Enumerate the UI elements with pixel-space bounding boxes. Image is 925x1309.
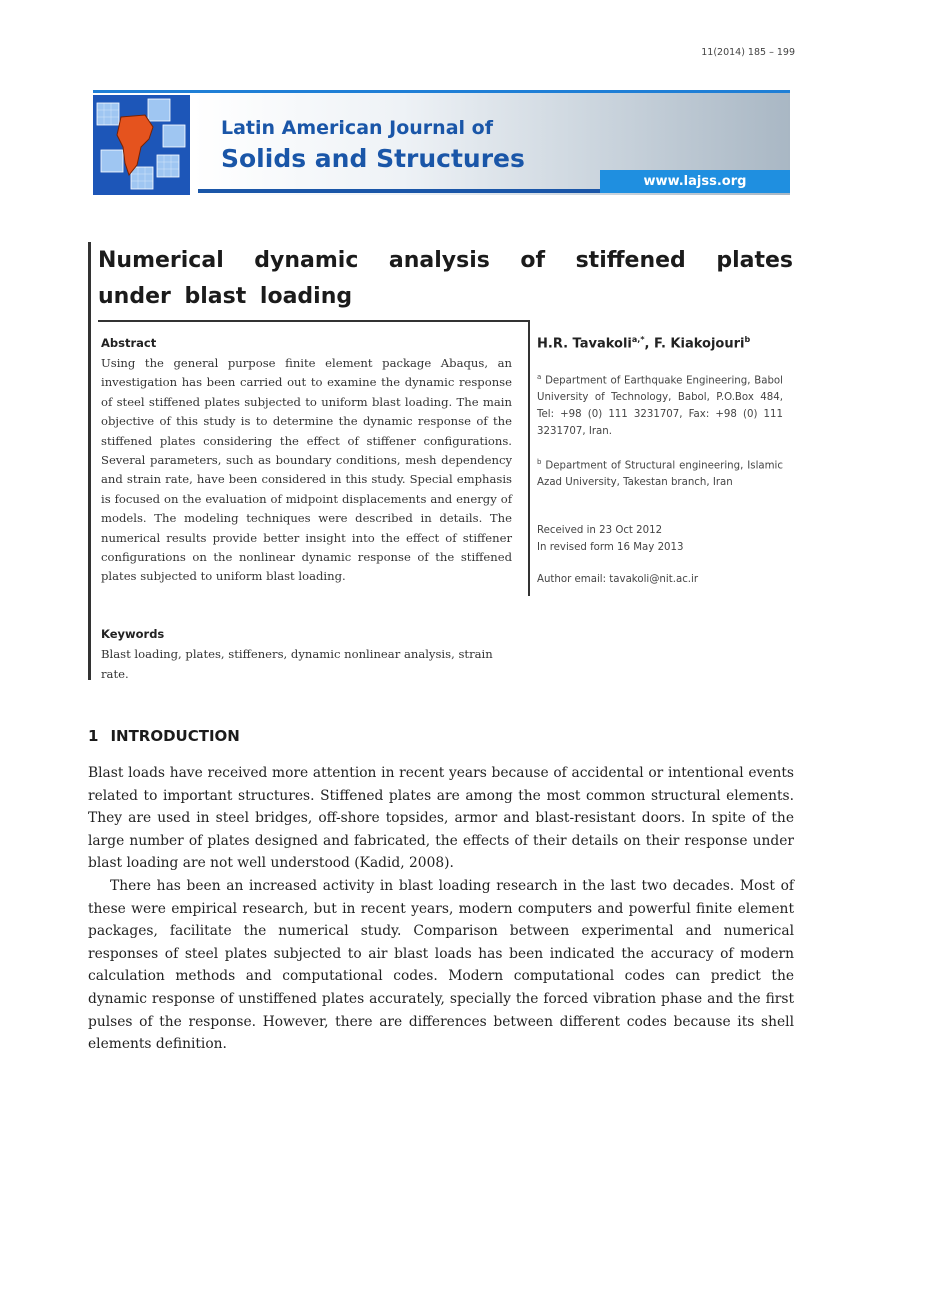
keywords-heading: Keywords — [101, 627, 165, 641]
affiliation-b — [537, 454, 783, 491]
affiliation-mark: a — [537, 373, 542, 381]
author-affiliation-mark: a,* — [631, 335, 645, 344]
page-reference: 11(2014) 185 – 199 — [701, 47, 795, 58]
section-number: 1 — [88, 727, 99, 745]
banner-journal-line1: Latin American Journal of — [221, 117, 493, 139]
author-name: F. Kiakojouri — [653, 336, 745, 352]
body-paragraph: Blast loads have received more attention in recent years because of accidental or intentional events related to important structures. Stiffened plates are among the most common structural elements. They are used in steel bridges, off-shore topsides, armor and blast-resistant doors. In spite of the large number of plates designed and fabricated, the effects of their details on their response under blast loading are not well understood (Kadid, 2008). — [88, 765, 794, 872]
journal-banner — [93, 90, 790, 195]
body-paragraph: There has been an increased activity in blast loading research in the last two decades. Most of these were empirical research, but in recent years, modern computers and powerful finite element packages, facilitate the numerical study. Comparison between experimental and numerical responses of steel plates subjected to air blast loads has been indicated the accuracy of modern calculation methods and computational codes. Modern computational codes can predict the dynamic response of unstiffened plates accurately, specially the forced vibration phase and the first pulses of the response. However, there are differences between different codes because its shell elements definition. — [88, 877, 794, 1053]
affiliation-a — [537, 369, 783, 440]
abstract-heading: Abstract — [101, 336, 157, 350]
author-affiliation-mark: b — [744, 335, 751, 344]
keywords-text: Blast loading, plates, stiffeners, dynamic nonlinear analysis, strain rate. — [101, 647, 493, 681]
affiliation-text: Department of Earthquake Engineering, Babol University of Technology, Babol, P.O.Box 484, Tel: +98 (0) 111 3231707, Fax: +98 (0) 111 3231707, Iran. — [537, 375, 783, 438]
title-left-rule — [88, 242, 91, 680]
section-body — [88, 762, 794, 1056]
author-email: Author email: tavakoli@nit.ac.ir — [537, 574, 699, 585]
submission-dates — [537, 522, 684, 556]
column-divider — [528, 320, 530, 596]
abstract-top-rule — [98, 320, 530, 322]
affiliation-text: Department of Structural engineering, Islamic Azad University, Takestan branch, Iran — [537, 460, 783, 489]
revised-date: In revised form 16 May 2013 — [537, 542, 684, 553]
banner-journal-line2: Solids and Structures — [221, 144, 525, 173]
received-date: Received in 23 Oct 2012 — [537, 525, 663, 536]
author-separator: , — [644, 336, 654, 352]
section-title: INTRODUCTION — [110, 727, 240, 745]
author-name: H.R. Tavakoli — [537, 336, 632, 352]
journal-url-link[interactable]: www.lajss.org — [600, 170, 790, 193]
affiliation-mark: b — [537, 458, 542, 466]
banner-underline — [198, 189, 600, 193]
section-heading — [88, 727, 240, 745]
article-title: Numerical dynamic analysis of stiffened plates under blast loading — [98, 248, 793, 309]
banner-top-line — [93, 90, 790, 93]
abstract-text: Using the general purpose finite element package Abaqus, an investigation has been carried out to examine the dynamic response of steel stiffened plates subjected to uniform blast loading. The main objective of this study is to determine the dynamic response of the stiffened plates considering the effect of stiffener configurations. Several parameters, such as boundary conditions, mesh dependency and strain rate, have been considered in this study. Special emphasis is focused on the evaluation of midpoint displacements and energy of models. The modeling techniques were described in details. The numerical results provide better insight into the effect of stiffener configurations on the nonlinear dynamic response of the stiffened plates subjected to uniform blast loading. — [101, 356, 512, 584]
author-list — [537, 335, 750, 351]
journal-logo-icon — [93, 95, 190, 195]
